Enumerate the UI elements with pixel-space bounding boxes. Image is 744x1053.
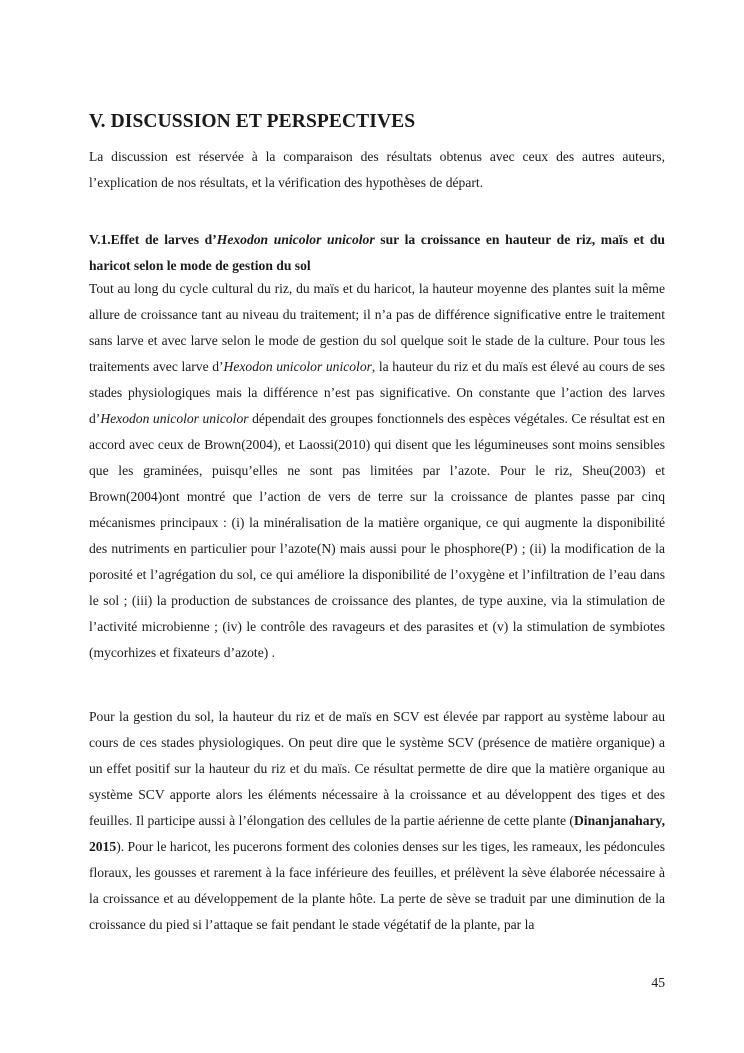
subheading-suffix: sur la croissance en hauteur de riz, maïs et du haricot selon le mode de gestion du sol (89, 232, 665, 273)
paragraph-text: Pour la gestion du sol, la hauteur du riz et de maïs en SCV est élevée par rapport au système labour au cours de ces stades physiologiques. On peut dire que le système SCV (présence de matière organique) a un effet positif sur la hauteur du riz et du maïs. Ce résultat permette de dire que la matière organique au système SCV apporte alors les éléments nécessaire à la croissance et au développent des tiges et des feuilles. Il participe aussi à l’élongation des cellules de la partie aérienne de cette plante ( (89, 709, 665, 828)
paragraph-text: dépendait des groupes fonctionnels des espèces végétales. Ce résultat est en accord avec ceux de Brown(2004), et Laossi(2010) qui disent que les légumineuses sont moins sensibles que les graminées, puisqu’elles ne sont pas limitées par l’azote. Pour le riz, Sheu(2003) et Brown(2004)ont montré que l’action de vers de terre sur la croissance de plantes passe par cinq mécanismes principaux : (i) la minéralisation de la matière organique, ce qui augmente la disponibilité des nutriments en particulier pour l’azote(N) mais aussi pour le phosphore(P) ; (ii) la modification de la porosité et l’agrégation du sol, ce qui améliore la disponibilité de l’oxygène et l’infiltration de l’eau dans le sol ; (iii) la production de substances de croissance des plantes, de type auxine, via la stimulation de l’activité microbienne ; (iv) le contrôle des ravageurs et des parasites et (v) la stimulation de symbiotes (mycorhizes et fixateurs d’azote) . (89, 411, 666, 660)
section-heading: V. DISCUSSION ET PERSPECTIVES (89, 111, 416, 132)
citation: Dinanjanahary, 2015 (89, 813, 665, 854)
species-name: Hexodon unicolor unicolor (223, 359, 372, 374)
species-name: Hexodon unicolor unicolor (100, 411, 249, 426)
paragraph-text: ). Pour le haricot, les pucerons forment des colonies denses sur les tiges, les rameaux, les pédoncules floraux, les gousses et rarement à la face inférieure des feuilles, et prélèvent la sève élaborée nécessaire à la croissance et au développement de la plante hôte. La perte de sève se traduit par une diminution de la croissance du pied si l’attaque se fait pendant le stade végétatif de la plante, par la (89, 839, 665, 932)
species-name: Hexodon unicolor unicolor (216, 232, 375, 247)
body-paragraph-1 (89, 276, 665, 666)
page-number: 45 (651, 975, 665, 990)
body-paragraph-2 (89, 704, 665, 938)
paragraph-text: , la hauteur du riz et du maïs est élevé au cours de ses stades physiologiques mais la différence n’est pas significative. On constante que l’action des larves d’ (89, 359, 666, 426)
paragraph-text: Tout au long du cycle cultural du riz, du maïs et du haricot, la hauteur moyenne des plantes suit la même allure de croissance tant au niveau du traitement; il n’a pas de différence significative entre le traitement sans larve et avec larve selon le mode de gestion du sol quelque soit le stade de la culture. Pour tous les traitements avec larve d’ (89, 281, 665, 374)
intro-paragraph: La discussion est réservée à la comparaison des résultats obtenus avec ceux des autres auteurs, l’explication de nos résultats, et la vérification des hypothèses de départ. (89, 149, 665, 190)
subsection-heading (89, 227, 665, 279)
subheading-prefix: V.1.Effet de larves d’ (89, 232, 217, 247)
